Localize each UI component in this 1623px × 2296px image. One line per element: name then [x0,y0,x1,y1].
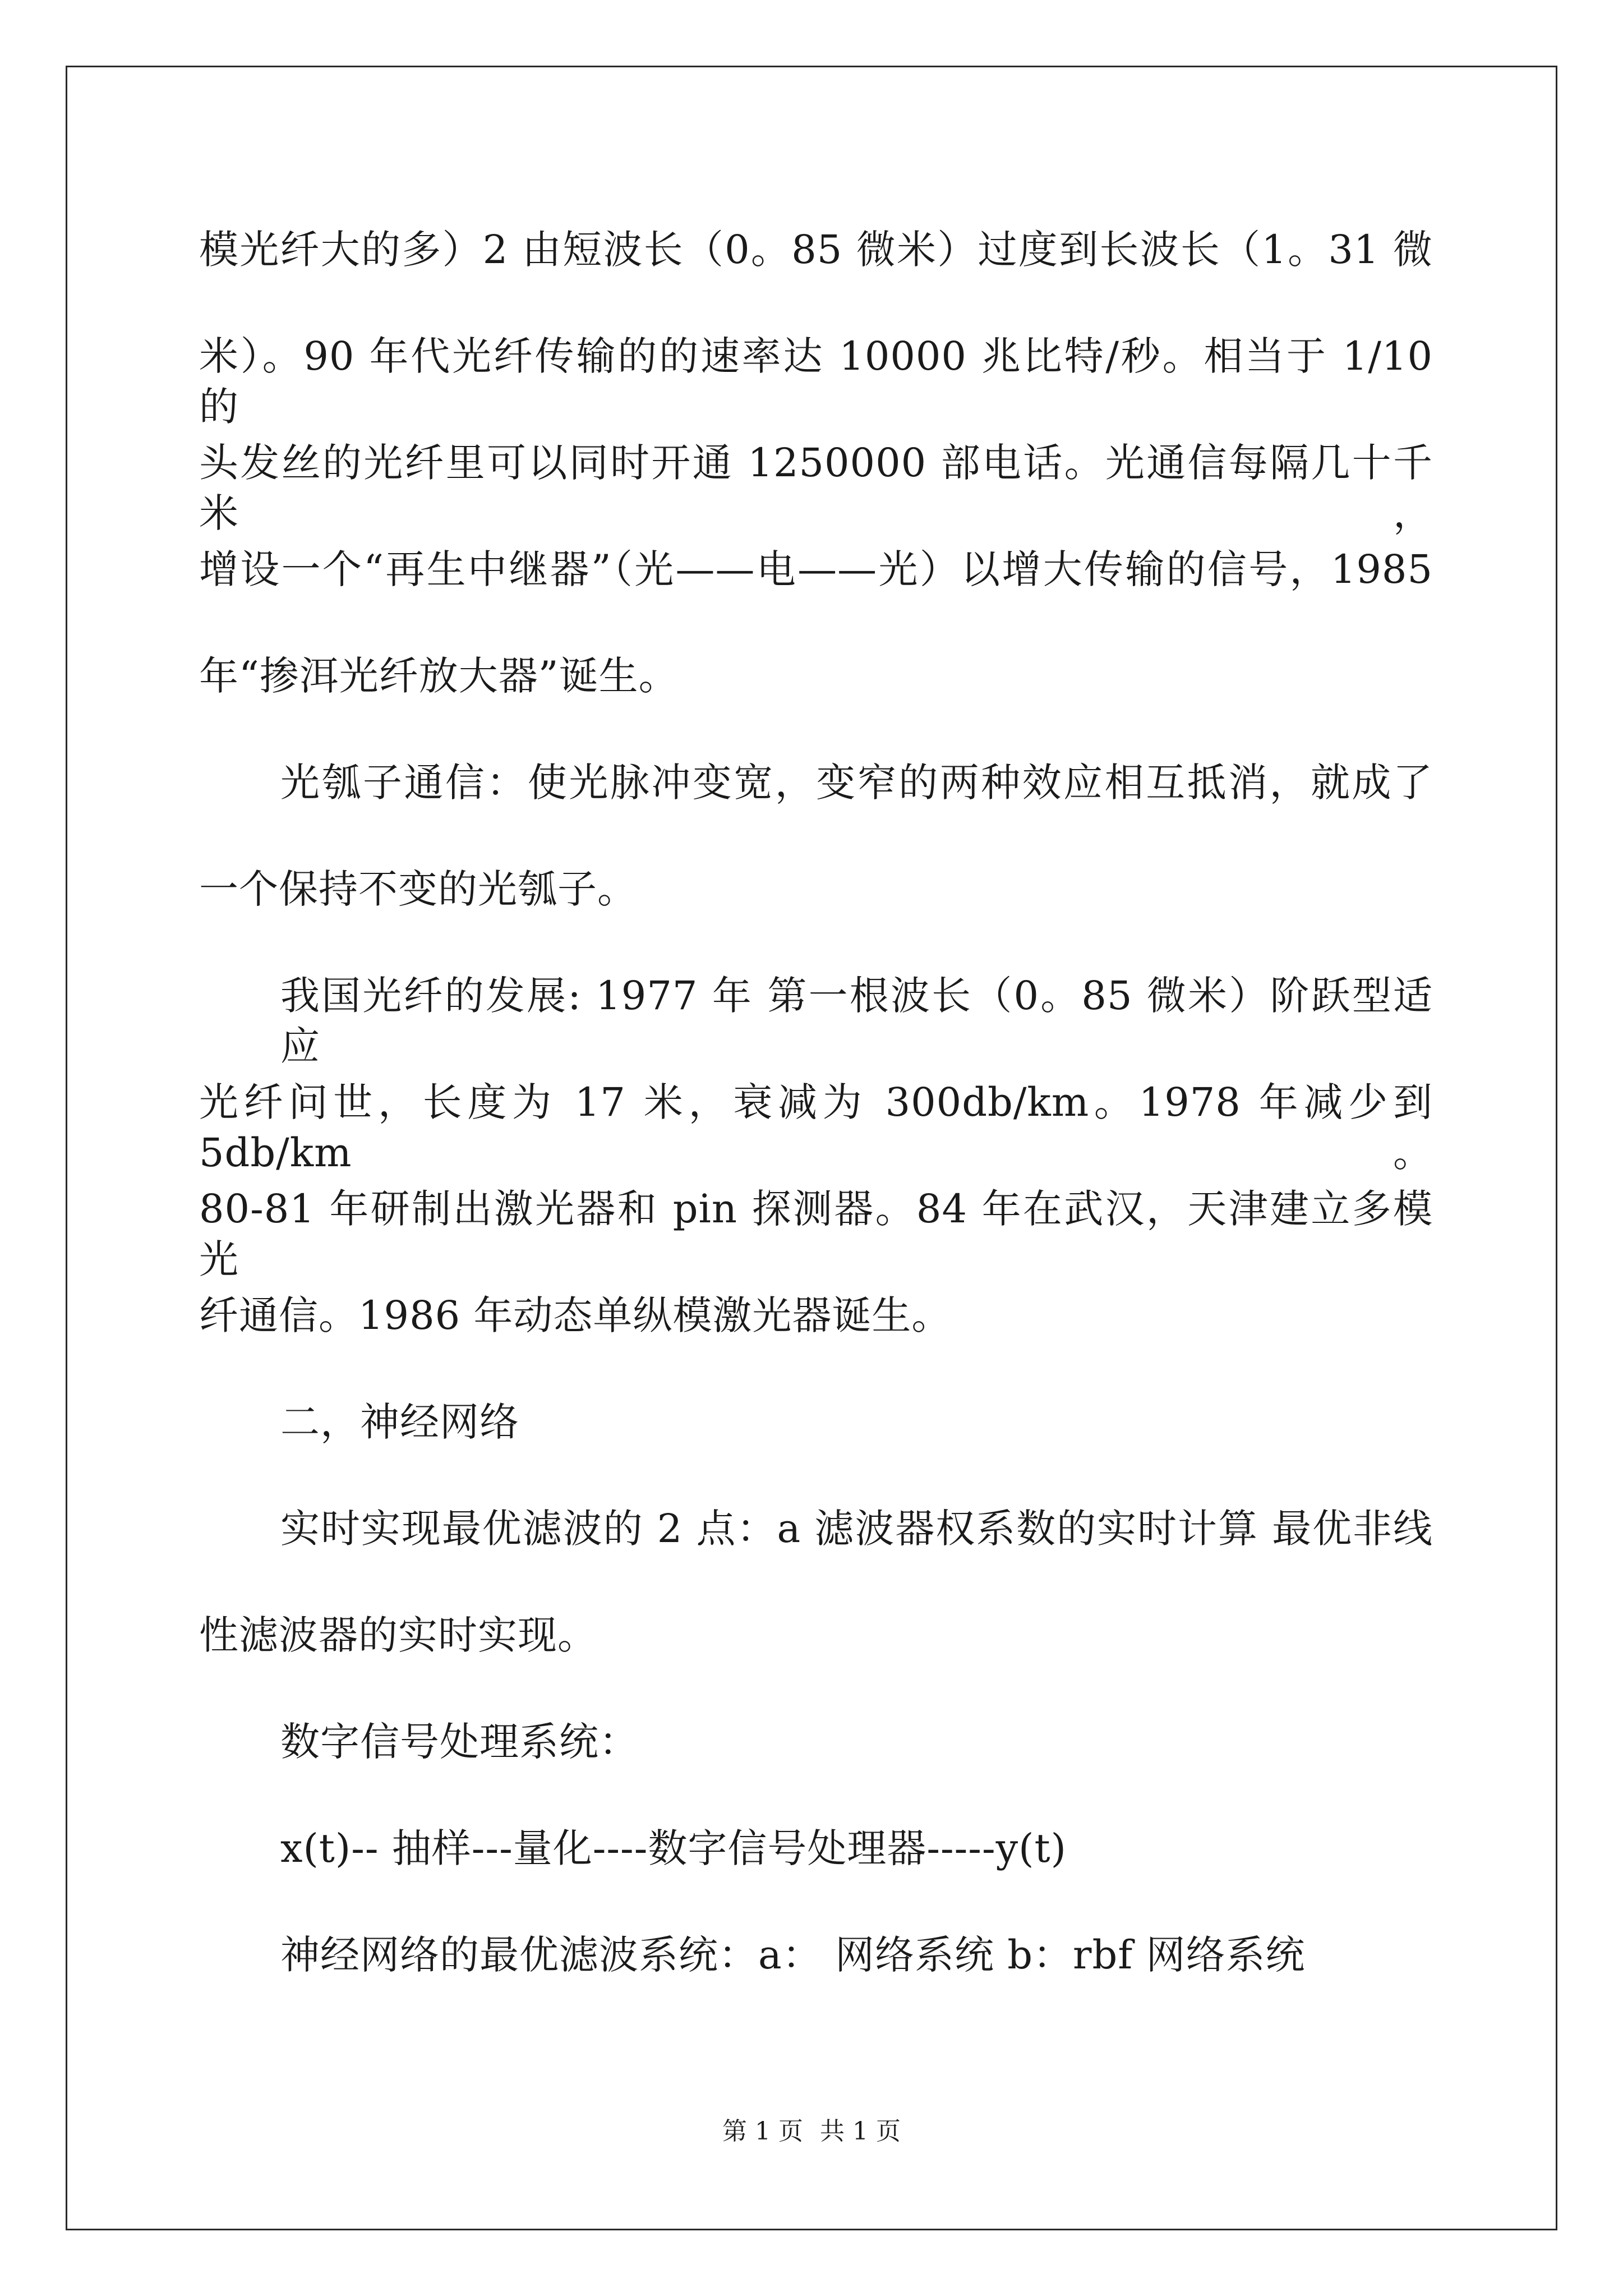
page-footer [0,2115,1623,2148]
text-line-1: 模光纤大的多）2 由短波长（0。85 微米）过度到长波长（1。31 微 [199,227,1433,273]
text-line-7: 一个保持不变的光瓠子。 [199,866,637,912]
text-line-11: 纤通信。1986 年动态单纵模激光器诞生。 [199,1292,952,1338]
text-line-8: 我国光纤的发展: 1977 年 第一根波长（0。85 微米）阶跃型适应 [280,973,1433,1069]
text-line-13: 实时实现最优滤波的 2 点：a 滤波器权系数的实时计算 最优非线 [280,1506,1433,1552]
page-total: 共 1 页 [820,2117,901,2146]
text-line-14: 性滤波器的实时实现。 [199,1612,597,1658]
text-line-2: 米）。90 年代光纤传输的的速率达 10000 兆比特/秒。相当于 1/10 的 [199,333,1433,430]
section-heading: 二，神经网络 [280,1399,519,1445]
text-line-3: 头发丝的光纤里可以同时开通 1250000 部电话。光通信每隔几十千米， [199,440,1433,536]
page-number: 第 1 页 [722,2117,803,2146]
text-line-10: 80-81 年研制出激光器和 pin 探测器。84 年在武汉，天津建立多模光 [199,1186,1433,1282]
text-line-5: 年“掺洱光纤放大器”诞生。 [199,653,679,699]
text-line-6: 光瓠子通信：使光脉冲变宽，变窄的两种效应相互抵消，就成了 [280,760,1433,806]
text-line-17: 神经网络的最优滤波系统：a： 网络系统 b：rbf 网络系统 [280,1932,1306,1978]
text-line-16: x(t)-- 抽样---量化----数字信号处理器-----y(t) [280,1825,1067,1871]
text-line-4: 增设一个“再生中继器”（光——电——光）以增大传输的信号，1985 [199,546,1433,592]
text-line-15: 数字信号处理系统： [280,1719,639,1765]
text-line-9: 光纤问世，长度为 17 米，衰减为 300db/km。1978 年减少到 5db/km。 [199,1079,1433,1176]
